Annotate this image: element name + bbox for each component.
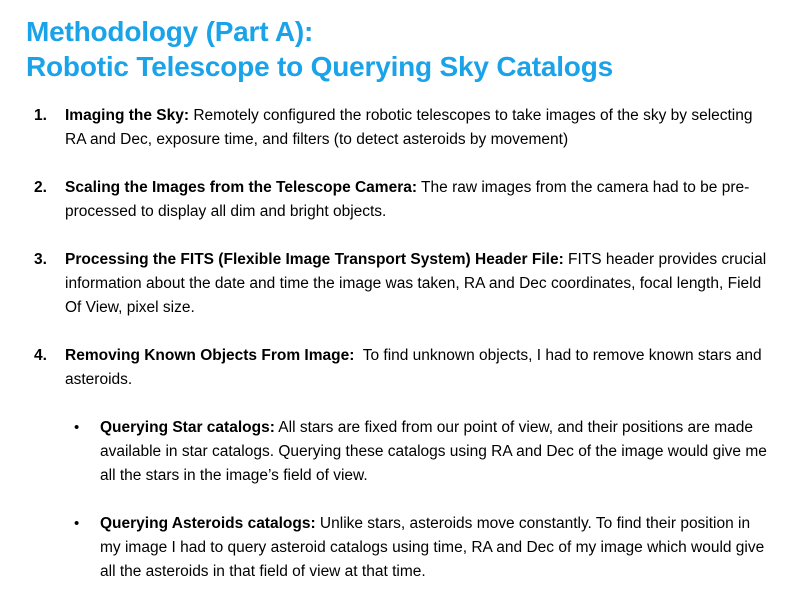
- sub-item-asteroid-catalogs: [65, 512, 774, 584]
- bullet-icon: •: [74, 515, 80, 532]
- item-number: 1.: [34, 107, 47, 124]
- item-number: 4.: [34, 347, 47, 364]
- item-heading: Scaling the Images from the Telescope Camera:: [65, 179, 418, 196]
- item-text: FITS header provides crucial information about the date and time the image was taken, RA and Dec coordinates, focal length, Field Of View, pixel size.: [65, 251, 767, 316]
- item-heading: Removing Known Objects From Image:: [65, 347, 355, 364]
- sub-item-text: All stars are fixed from our point of view, and their positions are made available in star catalogs. Querying these catalogs using RA and Dec of the image would give me all the stars in the image’s field of view.: [100, 419, 767, 484]
- title-line-2: Robotic Telescope to Querying Sky Catalogs: [26, 51, 613, 82]
- item-heading: Processing the FITS (Flexible Image Transport System) Header File:: [65, 251, 564, 268]
- slide-title: [26, 14, 786, 84]
- title-line-1: Methodology (Part A):: [26, 16, 314, 47]
- item-number: 2.: [34, 179, 47, 196]
- list-item-fits-header: [34, 248, 774, 320]
- sub-item-text: Unlike stars, asteroids move constantly. To find their position in my image I had to query asteroid catalogs using time, RA and Dec of my image which would give all the asteroids in that field of view at that time.: [100, 515, 765, 580]
- item-text: Remotely configured the robotic telescopes to take images of the sky by selecting RA and Dec, exposure time, and filters (to detect asteroids by movement): [65, 107, 753, 148]
- sub-item-star-catalogs: [65, 416, 774, 488]
- item-text: To find unknown objects, I had to remove known stars and asteroids.: [65, 347, 766, 388]
- item-text: The raw images from the camera had to be pre-processed to display all dim and bright objects.: [65, 179, 750, 220]
- list-item-imaging: [34, 104, 774, 152]
- bullet-icon: •: [74, 419, 80, 436]
- item-number: 3.: [34, 251, 47, 268]
- sub-item-heading: Querying Asteroids catalogs:: [100, 515, 316, 532]
- list-item-removing-objects: [34, 344, 774, 584]
- sub-item-heading: Querying Star catalogs:: [100, 419, 275, 436]
- sub-list: [65, 416, 774, 584]
- methodology-list: [34, 104, 774, 608]
- list-item-scaling: [34, 176, 774, 224]
- item-heading: Imaging the Sky:: [65, 107, 190, 124]
